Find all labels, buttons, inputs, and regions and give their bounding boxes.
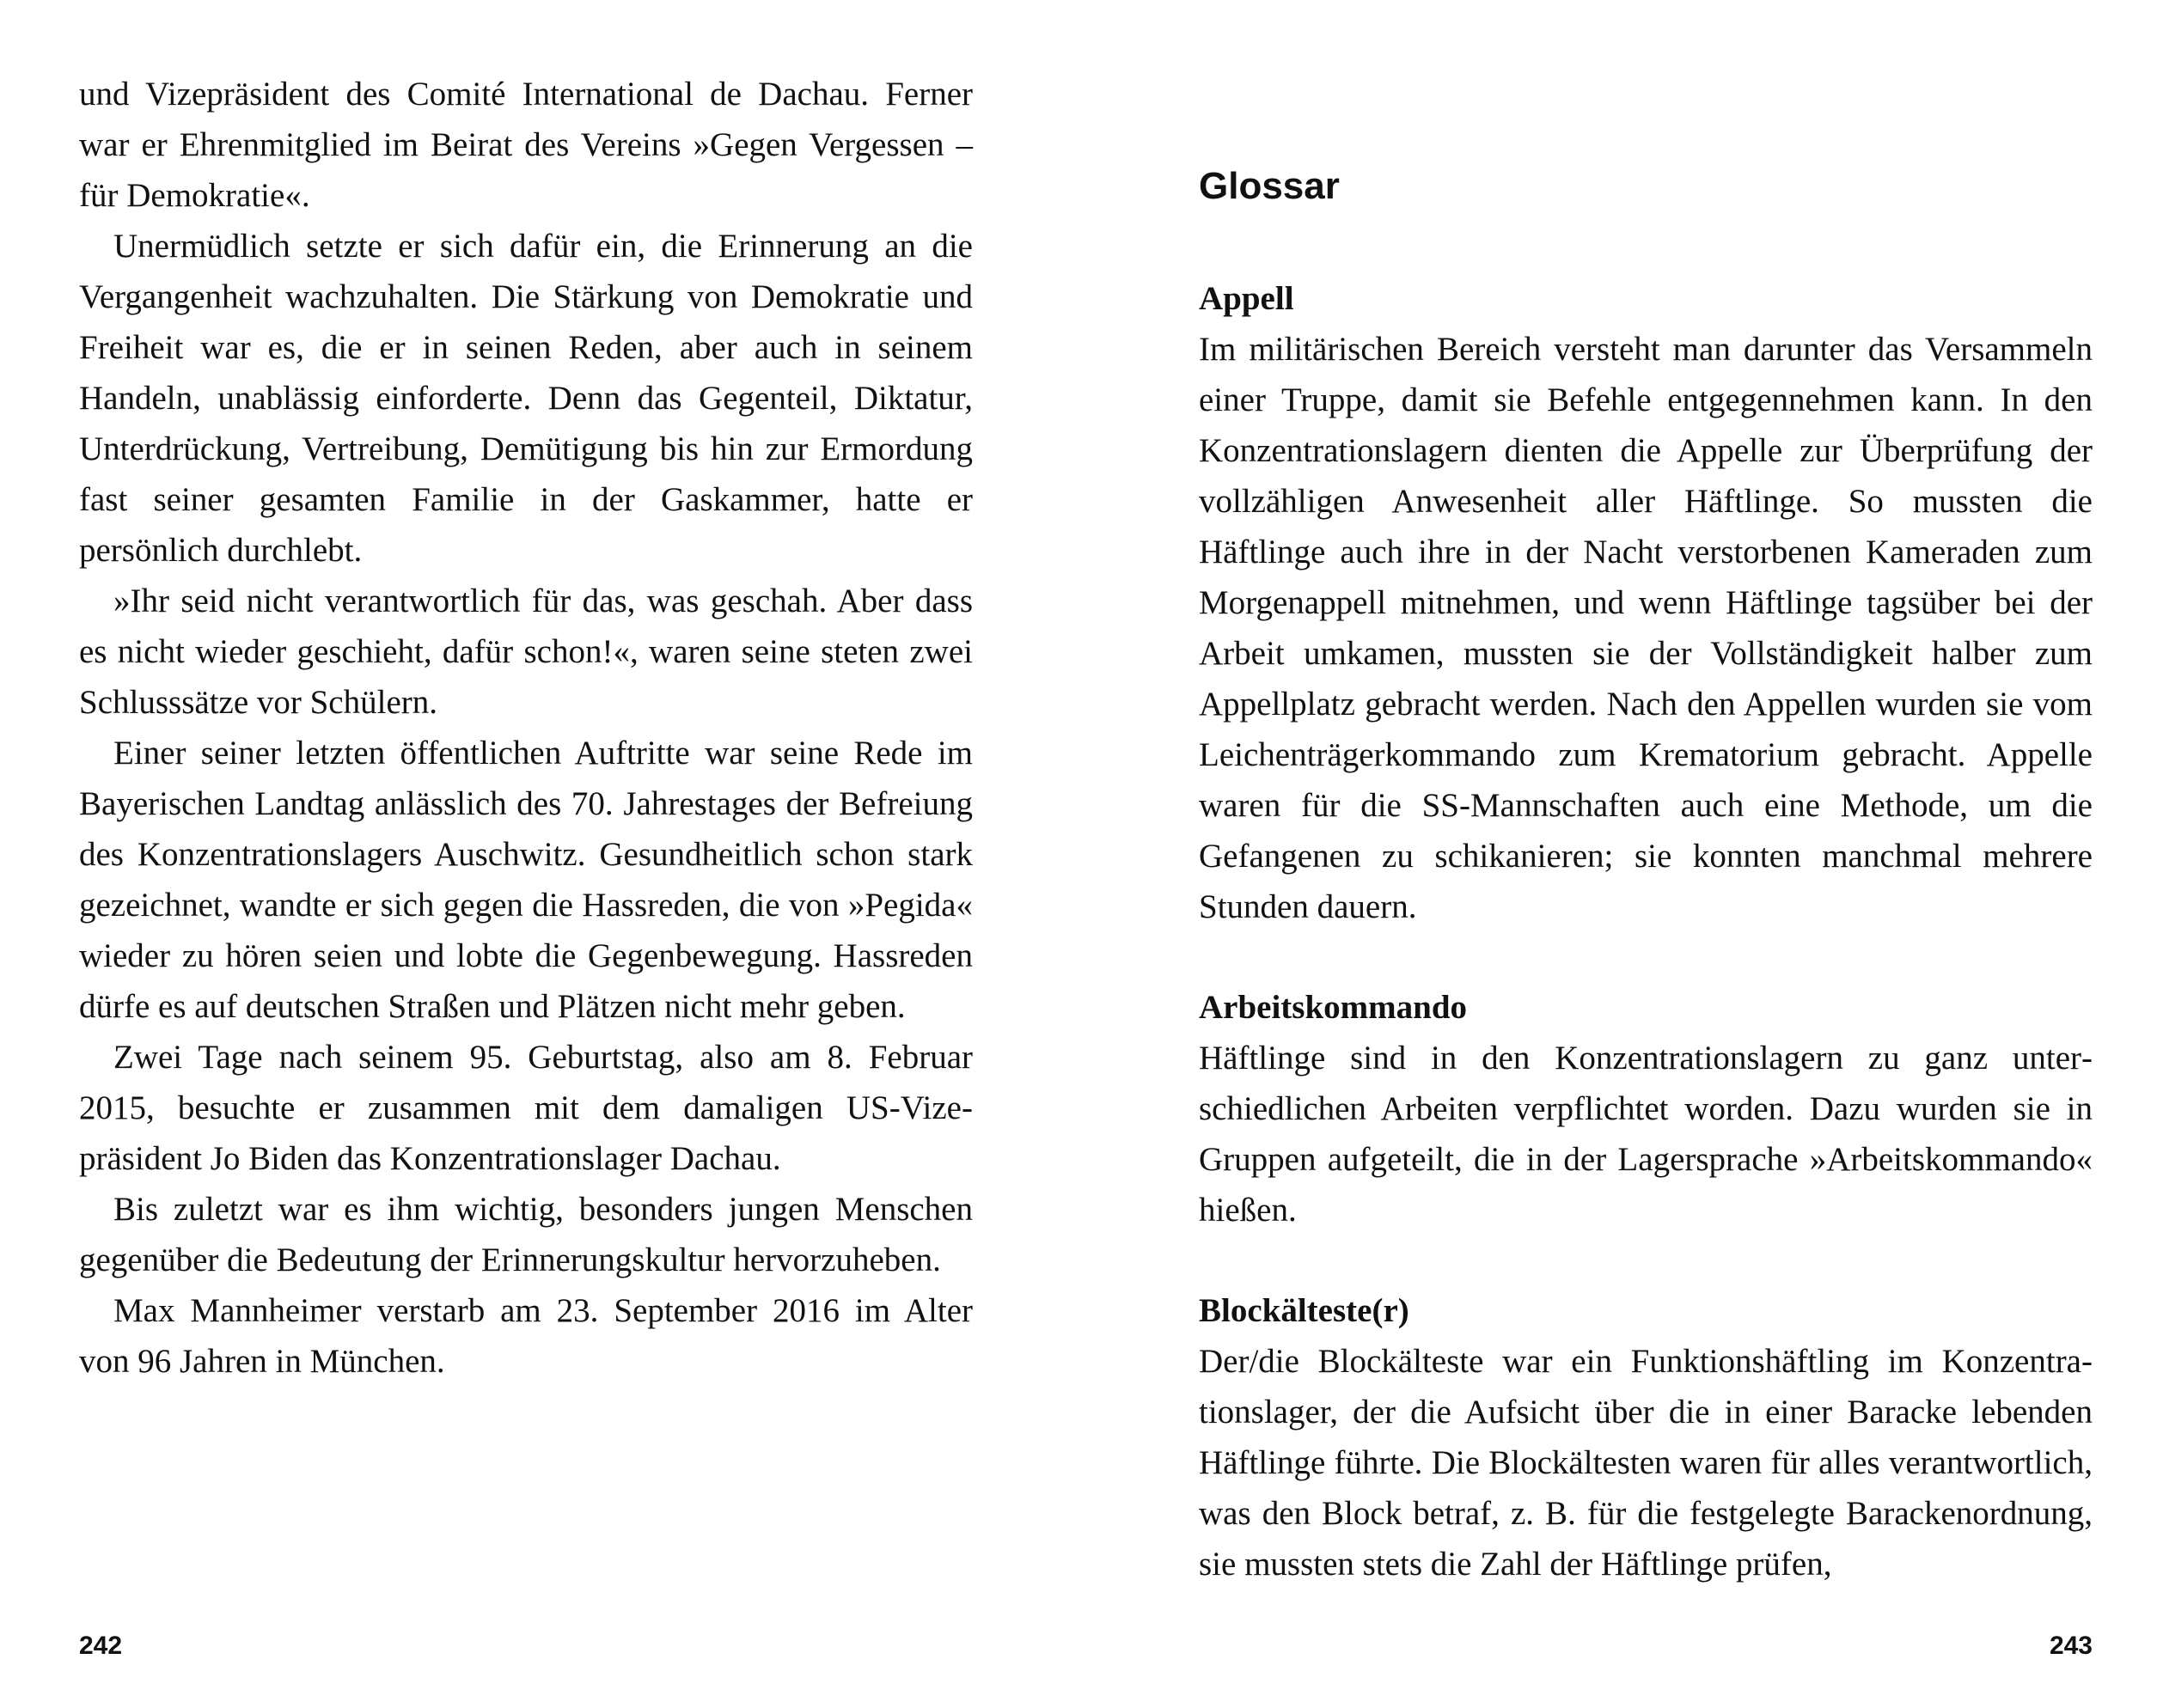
glossary-entry-blockaelteste bbox=[1199, 1285, 2093, 1589]
glossary-definition: Der/die Blockälteste war ein Funktionshäftling im Konzentrationslager, der die Aufsicht über die in einer Baracke lebenden Häftlinge führte. Die Blockältesten waren für alles verantwortlich, was den Block betraf, z. B. für die festgelegte Barackenordnung, sie mussten stets die Zahl der Häftlinge prüfen, bbox=[1199, 1343, 2093, 1583]
page-number-left: 242 bbox=[79, 1632, 123, 1660]
glossary-heading: Glossar bbox=[1199, 165, 1340, 207]
paragraph: »Ihr seid nicht verantwortlich für das, was geschah. Aber dass es nicht wieder geschieht, dafür schon!«, waren seine steten zwei Schlusssätze vor Schülern. bbox=[79, 583, 973, 721]
paragraph: Bis zuletzt war es ihm wichtig, besonders jungen Menschen gegenüber die Bedeutung der Erinnerungskultur hervorzuheben. bbox=[79, 1191, 973, 1278]
paragraph: Zwei Tage nach seinem 95. Geburtstag, also am 8. Februar 2015, besuchte er zusammen mit dem damaligen US-Vizepräsident Jo Biden das Konzentrationslager Dachau. bbox=[79, 1039, 973, 1177]
glossary-term: Blockälteste(r) bbox=[1199, 1292, 1409, 1329]
paragraph: Einer seiner letzten öffentlichen Auftritte war seine Rede im Bayerischen Landtag anlässlich des 70. Jahrestages der Befreiung des Konzentrationslagers Auschwitz. Gesundheitlich schon stark gezeichnet, wandte er sich gegen die Hassreden, die von »Pegida« wieder zu hören seien und lobte die Gegenbewegung. Hassreden dürfe es auf deutschen Straßen und Plätzen nicht mehr geben. bbox=[79, 735, 973, 1025]
glossary-entries bbox=[1199, 273, 2093, 1639]
glossary-entry-appell bbox=[1199, 273, 2093, 932]
left-page bbox=[0, 0, 1078, 1708]
glossary-entry-arbeitskommando bbox=[1199, 982, 2093, 1235]
glossary-term: Arbeitskommando bbox=[1199, 989, 1468, 1026]
left-page-text bbox=[79, 69, 973, 1387]
glossary-definition: Im militärischen Bereich versteht man darunter das Versammeln einer Truppe, damit sie Befehle entgegennehmen kann. In den Konzentrationslagern dienten die Appelle zur Überprüfung der vollzähligen Anwesenheit aller Häftlinge. So mussten die Häftlinge auch ihre in der Nacht verstorbenen Kameraden zum Morgenappell mitnehmen, und wenn Häftlinge tagsüber bei der Arbeit umkamen, mussten sie der Vollständigkeit halber zum Appellplatz gebracht werden. Nach den Appellen wurden sie vom Leichenträgerkommando zum Krematorium gebracht. Appelle waren für die SS-Mannschaften auch eine Methode, um die Gefangenen zu schikanieren; sie konnten manchmal mehrere Stunden dauern. bbox=[1199, 331, 2093, 925]
glossary-definition: Häftlinge sind in den Konzentrationslagern zu ganz unterschiedlichen Arbeiten verpflichtet worden. Dazu wurden sie in Gruppen aufgeteilt, die in der Lagersprache »Arbeitskommando« hießen. bbox=[1199, 1040, 2093, 1229]
paragraph: Max Mannheimer verstarb am 23. September 2016 im Alter von 96 Jahren in München. bbox=[79, 1292, 973, 1380]
paragraph: Unermüdlich setzte er sich dafür ein, die Erinnerung an die Vergangenheit wachzuhalten. Die Stärkung von Demokratie und Freiheit war es, die er in seinen Reden, aber auch in seinem Handeln, unablässig einforderte. Denn das Gegenteil, Diktatur, Unterdrückung, Vertreibung, Demütigung bis hin zur Ermordung fast seiner gesamten Familie in der Gaskammer, hatte er persönlich durchlebt. bbox=[79, 228, 973, 569]
page-number-right: 243 bbox=[2049, 1632, 2093, 1660]
paragraph: und Vizepräsident des Comité International de Dachau. Ferner war er Ehrenmitglied im Beirat des Vereins »Gegen Vergessen – für Demokratie«. bbox=[79, 76, 973, 214]
glossary-term: Appell bbox=[1199, 280, 1294, 317]
right-page bbox=[1078, 0, 2157, 1708]
